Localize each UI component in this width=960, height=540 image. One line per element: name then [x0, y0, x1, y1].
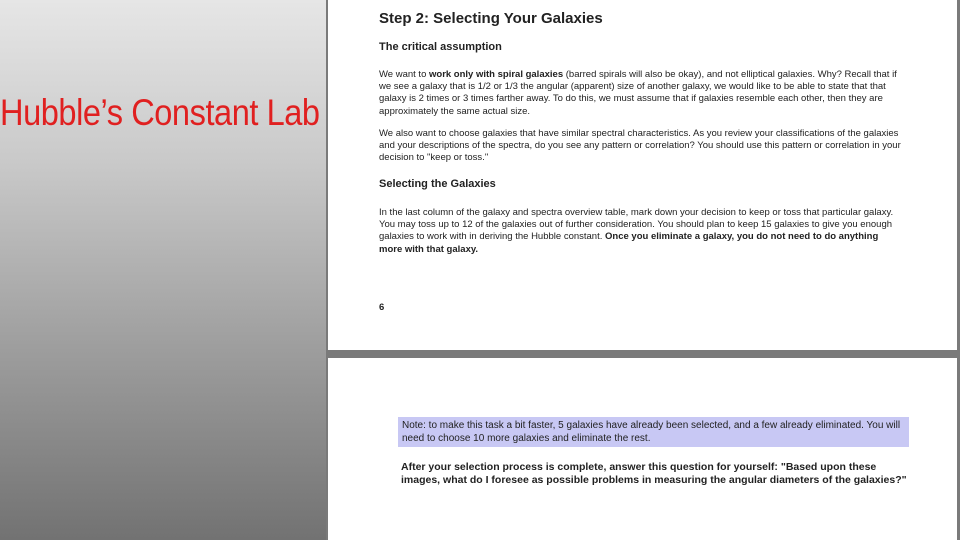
- paragraph-spectral-characteristics: We also want to choose galaxies that have similar spectral characteristics. As you review your classifications of the galaxies and your descriptions of the spectra, do you see any pattern or correlation? You should use this pattern or correlation in your decision to "keep or toss.": [379, 128, 901, 164]
- reflection-question: After your selection process is complete, answer this question for yourself: "Based upon these images, what do I foresee as possible problems in measuring the angular diameters of the galaxies?": [401, 461, 907, 486]
- emphasis-text: Once you eliminate a galaxy, you do not need to do anything more with that galaxy.: [379, 231, 879, 255]
- slide-background-gradient: [0, 0, 326, 540]
- paragraph-text: We want to: [379, 69, 429, 80]
- paragraph-text: (barred spirals will also be okay), and not elliptical galaxies. Why? Recall that if we see a galaxy that is 1/2 or 1/3 the angular (apparent) size of another galaxy, we would like to be able to state that that galaxy is 2 times or 3 times farther away. To do this, we must assume that if galaxies resemble each other, then they are approximately the same actual size.: [379, 69, 897, 117]
- note-highlight-box: Note: to make this task a bit faster, 5 galaxies have already been selected, and a few already eliminated. You will need to choose 10 more galaxies and eliminate the rest.: [398, 417, 909, 447]
- page-number: 6: [379, 302, 385, 313]
- section-heading: Step 2: Selecting Your Galaxies: [379, 10, 603, 27]
- document-page-6: [328, 0, 957, 350]
- subheading-critical-assumption: The critical assumption: [379, 41, 502, 53]
- paragraph-text: In the last column of the galaxy and spectra overview table, mark down your decision to keep or toss that particular galaxy. You may toss up to 12 of the galaxies out of further consideration. You should plan to keep 15 galaxies to give you enough galaxies to work with in deriving the Hubble constant.: [379, 207, 894, 243]
- subheading-selecting-galaxies: Selecting the Galaxies: [379, 178, 496, 190]
- emphasis-text: work only with spiral galaxies: [429, 69, 564, 80]
- document-page-7: [328, 358, 957, 540]
- slide-title: Hubble’s Constant Lab: [0, 92, 320, 133]
- paragraph-critical-assumption: [379, 69, 904, 118]
- paragraph-selecting-galaxies: [379, 207, 904, 256]
